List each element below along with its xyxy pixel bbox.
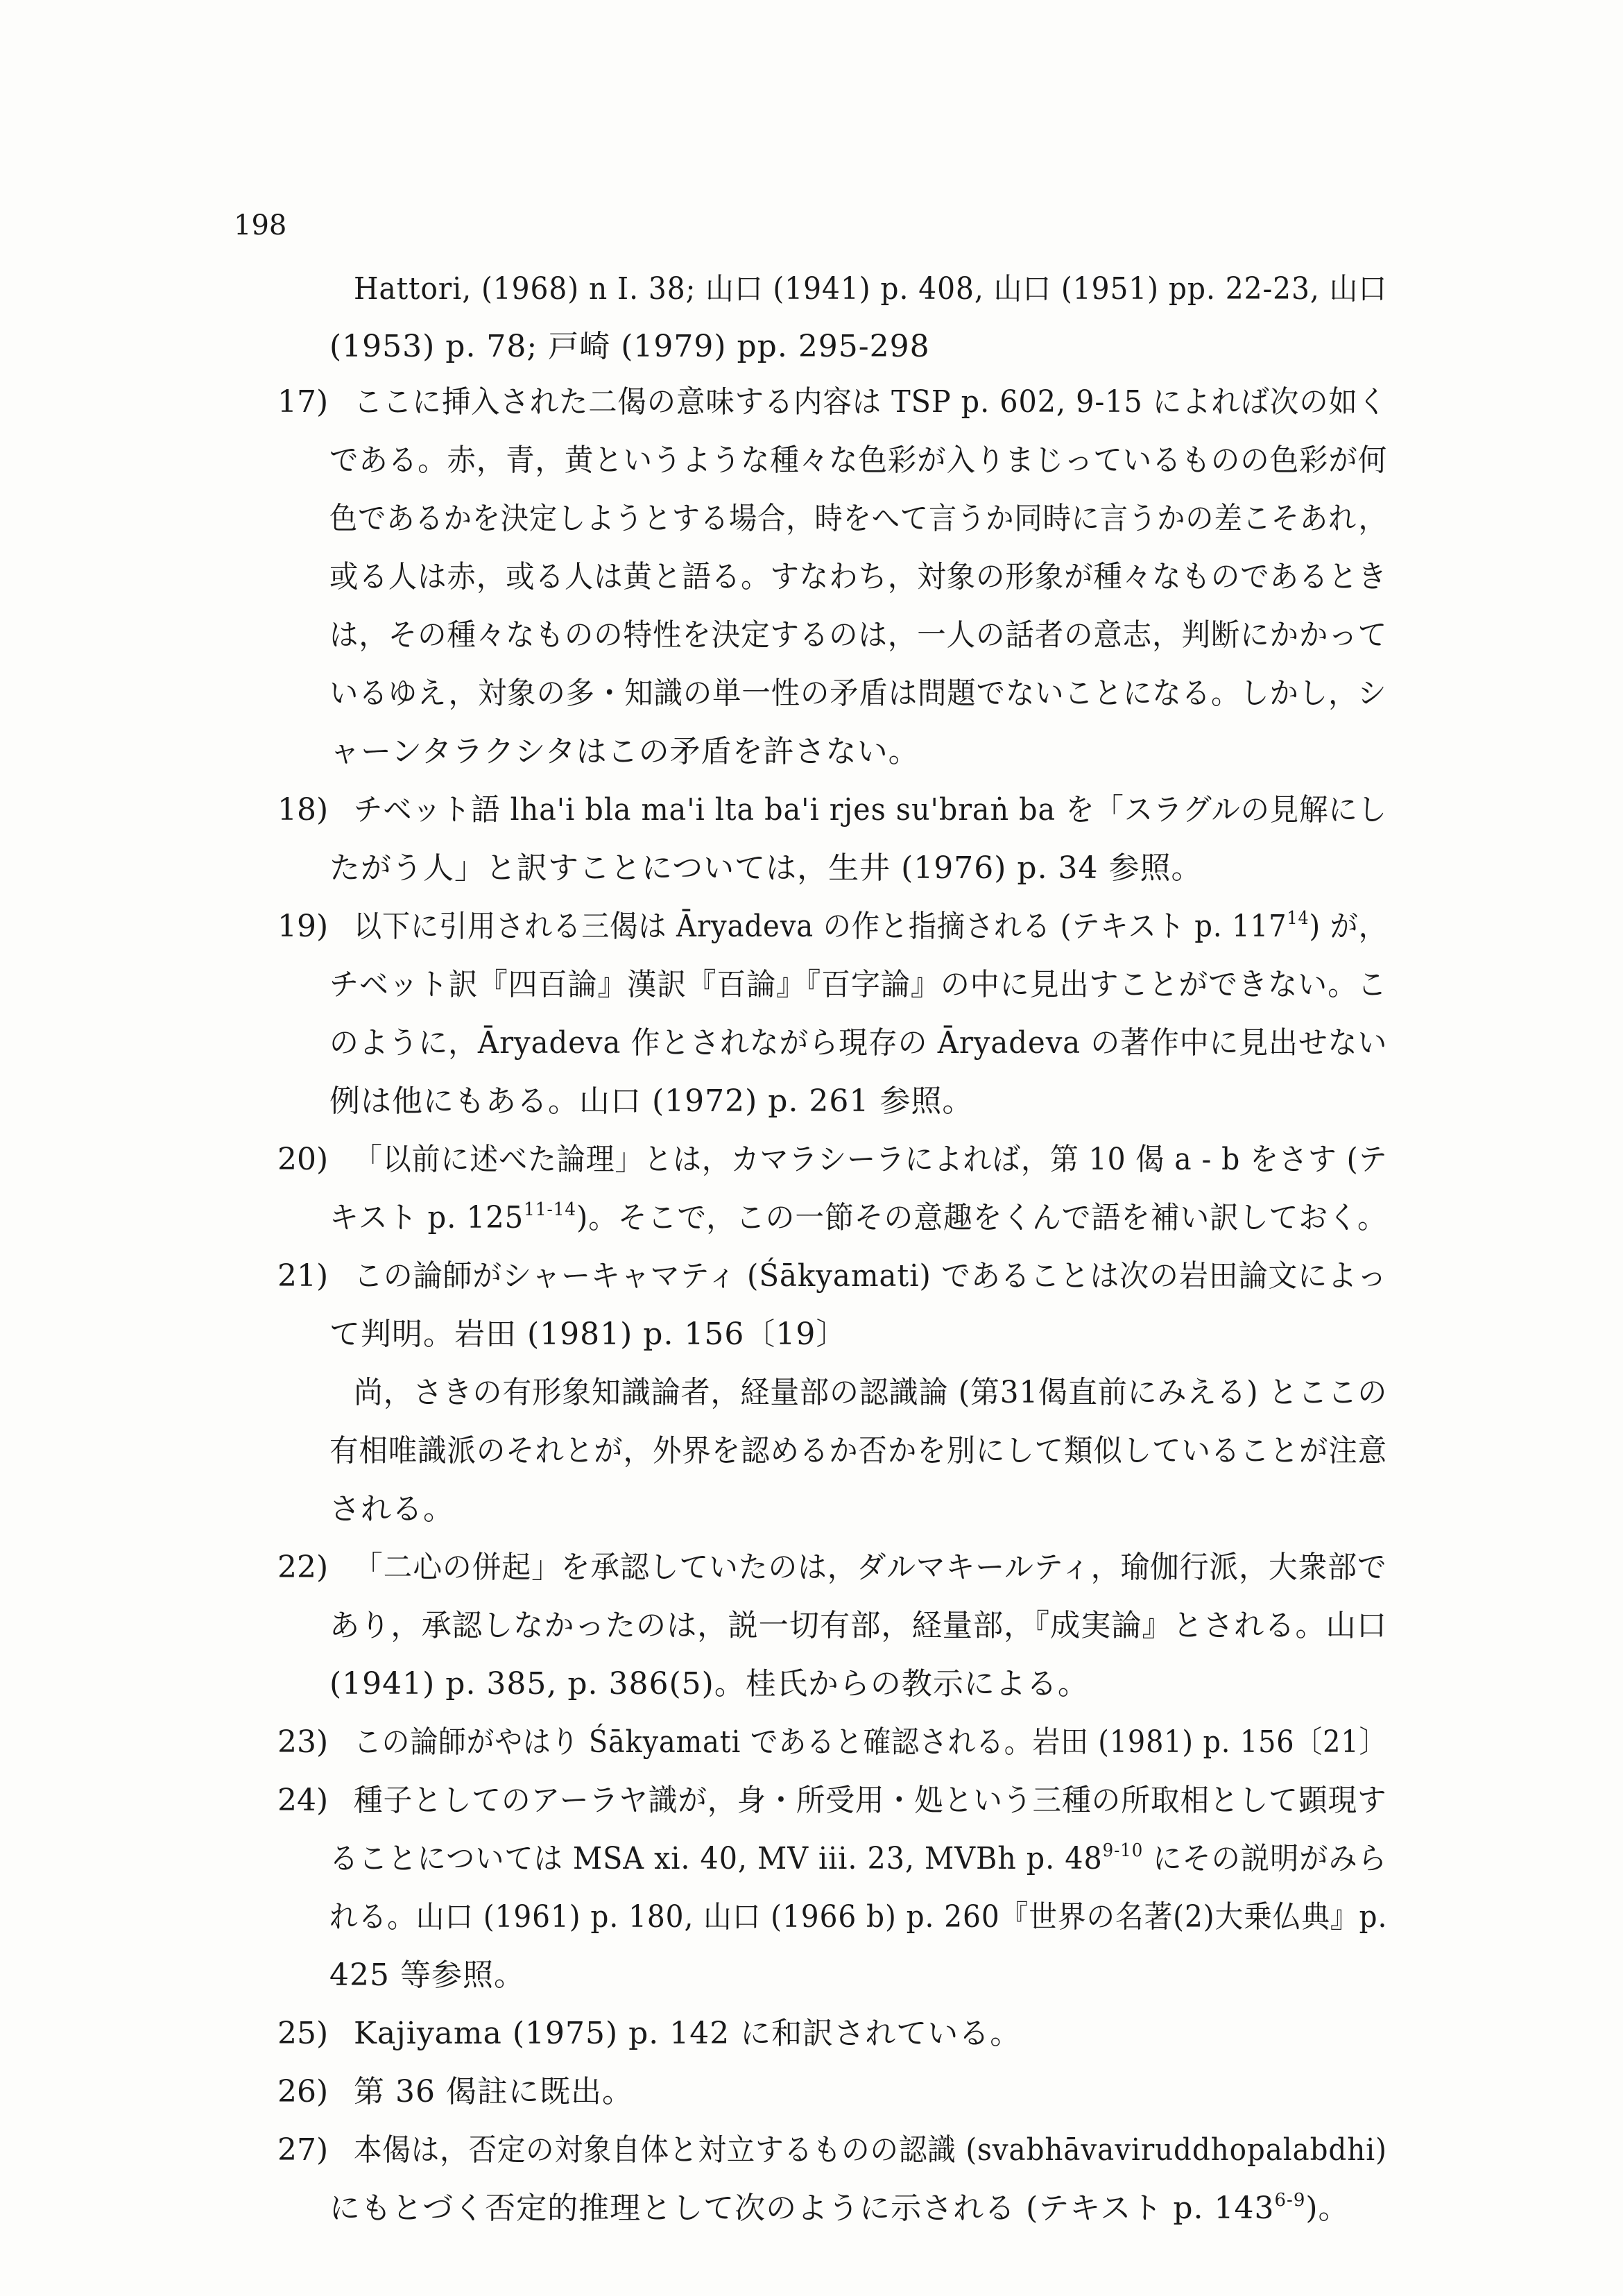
text-line: 或る人は赤，或る人は黄と語る。すなわち，対象の形象が種々なものであるとき bbox=[329, 559, 1388, 594]
superscript: 11-14 bbox=[524, 1199, 577, 1220]
text-line: は，その種々なものの特性を決定するのは，一人の話者の意志，判断にかかって bbox=[329, 617, 1388, 653]
text-line: この論師がシャーキャマティ (Śākyamati) であることは次の岩田論文によっ bbox=[354, 1258, 1387, 1294]
note-number: 23) bbox=[277, 1724, 329, 1760]
note-number: 21) bbox=[277, 1258, 329, 1294]
text-line: れる。山口 (1961) p. 180, 山口 (1966 b) p. 260『世界の名著(2)大乗仏典』p. bbox=[329, 1899, 1388, 1935]
text-line: チベット訳『四百論』漢訳『百論』『百字論』の中に見出すことができない。こ bbox=[329, 967, 1387, 1002]
text-line: 本偈は，否定の対象自体と対立するものの認識 (svabhāvaviruddhopalabdhi) bbox=[354, 2132, 1387, 2168]
note-number: 25) bbox=[277, 2016, 329, 2051]
text-line: 種子としてのアーラヤ識が，身・所受用・処という三種の所取相として顕現す bbox=[354, 1783, 1387, 1818]
text-line: (1941) p. 385, p. 386(5)。桂氏からの教示による。 bbox=[329, 1666, 1089, 1702]
text-line: この論師がやはり Śākyamati であると確認される。岩田 (1981) p. 156〔21〕 bbox=[354, 1724, 1388, 1760]
text-line: のように，Āryadeva 作とされながら現存の Āryadeva の著作中に見出せない bbox=[329, 1025, 1388, 1061]
text-line: ここに挿入された二偈の意味する内容は TSP p. 602, 9-15 によれば次の如く bbox=[354, 384, 1388, 420]
text-line: Hattori, (1968) n I. 38; 山口 (1941) p. 408, 山口 (1951) pp. 22-23, 山口 bbox=[354, 271, 1388, 307]
text-line: いるゆえ，対象の多・知識の単一性の矛盾は問題でないことになる。しかし，シ bbox=[329, 676, 1387, 711]
note-number: 26) bbox=[277, 2074, 329, 2109]
text-line: 第 36 偈註に既出。 bbox=[354, 2074, 633, 2109]
text-line: あり，承認しなかったのは，説一切有部，経量部，『成実論』とされる。山口 bbox=[329, 1608, 1388, 1643]
note-number: 27) bbox=[277, 2132, 329, 2168]
superscript: 14 bbox=[1287, 908, 1309, 929]
note-number: 24) bbox=[277, 1783, 329, 1818]
note-number: 17) bbox=[277, 384, 329, 420]
text-line: にもとづく否定的推理として次のように示される (テキスト p. 143$^{6-9}$)。 bbox=[329, 2190, 1350, 2226]
note-number: 20) bbox=[277, 1142, 329, 1177]
text-line: 「以前に述べた論理」とは，カマラシーラによれば，第 10 偈 a - b をさす (テ bbox=[354, 1142, 1388, 1177]
text-line: 425 等参照。 bbox=[329, 1957, 525, 1993]
text-line: 有相唯識派のそれとが，外界を認めるか否かを別にして類似していることが注意 bbox=[329, 1433, 1388, 1468]
text-line: 尚，さきの有形象知識論者，経量部の認識論 (第31偈直前にみえる) とここの bbox=[354, 1375, 1388, 1410]
text-line: 以下に引用される三偈は Āryadeva の作と指摘される (テキスト p. $117^{14}$) が， bbox=[354, 908, 1387, 944]
text-line: ることについては MSA xi. 40, MV iii. 23, MVBh p. 48$^{9-10}$ にその説明がみら bbox=[329, 1840, 1387, 1876]
text-line: Kajiyama (1975) p. 142 に和訳されている。 bbox=[354, 2016, 1022, 2051]
note-number: 19) bbox=[277, 909, 329, 944]
text-line: (1953) p. 78; 戸崎 (1979) pp. 295-298 bbox=[329, 329, 930, 364]
text-line: 例は他にもある。山口 (1972) p. 261 参照。 bbox=[329, 1083, 974, 1119]
superscript: 6-9 bbox=[1274, 2190, 1306, 2211]
text-line: キスト p. 125$^{11-14}$)。そこで，この一節その意趣をくんで語を補い訳しておく。 bbox=[329, 1199, 1387, 1235]
page-number: 198 bbox=[234, 209, 287, 241]
text-line: 「二心の併起」を承認していたのは，ダルマキールティ，瑜伽行派，大衆部で bbox=[354, 1550, 1387, 1585]
text-line: て判明。岩田 (1981) p. 156〔19〕 bbox=[329, 1317, 848, 1352]
text-line: される。 bbox=[329, 1491, 454, 1527]
text-line: チベット語 lha'i bla ma'i lta ba'i rjes su'braṅ ba を「スラグルの見解にし bbox=[354, 792, 1388, 828]
note-number: 18) bbox=[277, 792, 329, 828]
superscript: 9-10 bbox=[1102, 1840, 1144, 1861]
text-line: ャーンタラクシタはこの矛盾を許さない。 bbox=[329, 734, 920, 769]
text-line: である。赤，青，黄というような種々な色彩が入りまじっているものの色彩が何 bbox=[329, 443, 1388, 478]
text-line: たがう人」と訳すことについては，生井 (1976) p. 34 参照。 bbox=[329, 850, 1203, 886]
text-line: 色であるかを決定しようとする場合，時をへて言うか同時に言うかの差こそあれ， bbox=[329, 501, 1387, 536]
note-number: 22) bbox=[277, 1550, 329, 1585]
